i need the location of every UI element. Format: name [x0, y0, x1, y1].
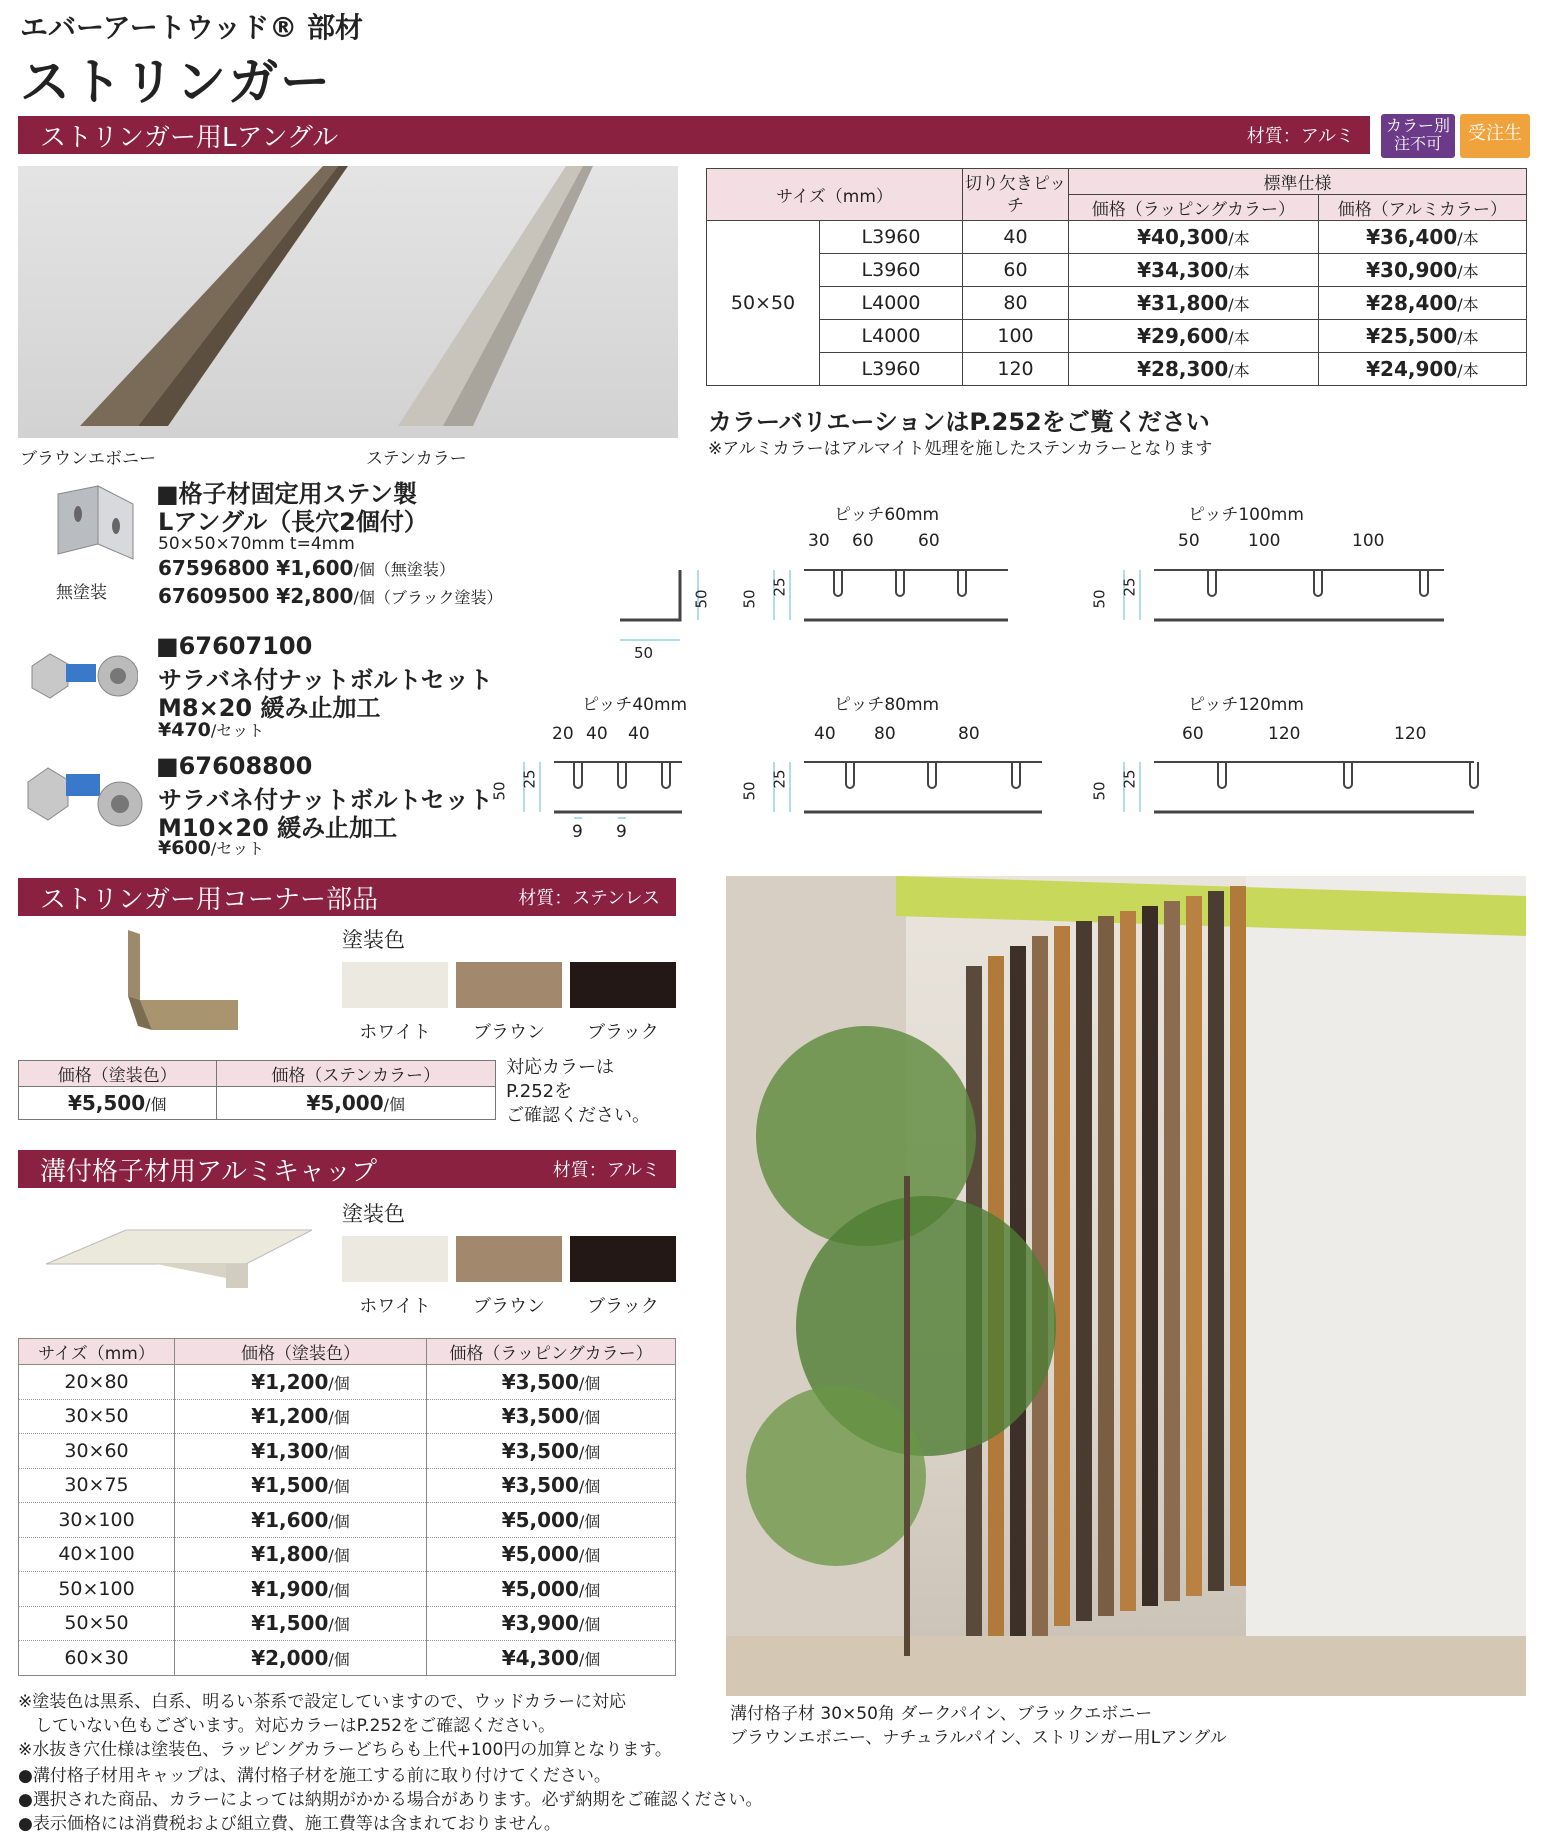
unit: /個 [578, 1649, 601, 1669]
price-wrap: ¥3,500 [501, 1369, 579, 1394]
th-paint: 価格（塗装色） [175, 1339, 427, 1365]
table-row [19, 1087, 496, 1120]
table-row [707, 320, 1527, 353]
price-wrap: ¥40,300 [1137, 225, 1229, 249]
pitch-cell: 60 [963, 254, 1069, 287]
price-wrap: ¥3,500 [501, 1473, 579, 1498]
price-alumi: ¥24,900 [1366, 357, 1458, 381]
corner-part-icon [118, 930, 248, 1040]
bracket-title-2: Lアングル（長穴2個付） [158, 508, 428, 536]
photo-caption [730, 1702, 1227, 1750]
unit: /個 [578, 1408, 601, 1428]
cap-notes [18, 1690, 672, 1762]
price-paint: ¥1,200 [251, 1404, 329, 1429]
bolt2-spec: M10×20 緩み止加工 [158, 814, 398, 842]
cap-swatch-black [570, 1236, 676, 1282]
corner-price-sten: ¥5,000 [306, 1091, 384, 1115]
price-wrap: ¥31,800 [1137, 291, 1229, 315]
unit: /個 [328, 1442, 350, 1462]
bracket-price-1: ¥1,600 [276, 556, 354, 580]
pitch-cell: 80 [963, 287, 1069, 320]
langle-price-table [706, 168, 1527, 386]
unit: /個 [578, 1511, 601, 1531]
size-cell: 30×50 [19, 1399, 175, 1434]
corner-swatch-label: ブラック [587, 1022, 659, 1043]
pitch60-diagram [760, 550, 1020, 630]
p60-d0: 30 [808, 531, 830, 551]
photo-caption-line: ブラウンエボニー、ナチュラルパイン、ストリンガー用Lアングル [730, 1728, 1227, 1748]
p40-slot-2: 9 [616, 822, 627, 842]
length-cell: L4000 [820, 287, 963, 320]
p80-d0: 40 [814, 724, 836, 744]
th-std: 標準仕様 [1069, 169, 1527, 195]
p40-slot-1: 9 [572, 822, 583, 842]
corner-note [506, 1056, 650, 1128]
unit: /個 [578, 1373, 601, 1393]
p80-h25: 25 [770, 769, 789, 789]
pitch40-diagram [510, 742, 690, 842]
p80-d1: 80 [874, 724, 896, 744]
table-row [707, 254, 1527, 287]
p40-h25: 25 [520, 769, 539, 789]
unit: /本 [1457, 229, 1479, 248]
bracket-line-2 [158, 584, 503, 608]
l-dim-width: 50 [634, 644, 654, 662]
cap-swatch-brown [456, 1236, 562, 1282]
p120-d2: 120 [1394, 724, 1427, 744]
p60-h25: 25 [770, 577, 789, 597]
unit: /個 [578, 1580, 601, 1600]
unit: /個 [578, 1546, 601, 1566]
l-section-diagram [610, 490, 730, 660]
unit: /本 [1228, 295, 1250, 314]
p40-d2: 40 [628, 724, 650, 744]
p120-d1: 120 [1268, 724, 1301, 744]
corner-swatch-label: ブラウン [473, 1022, 545, 1043]
unit: /個 [328, 1373, 350, 1393]
table-row [19, 1641, 676, 1676]
th-price-alumi: 価格（アルミカラー） [1318, 195, 1526, 221]
table-row [707, 287, 1527, 320]
th-pitch: 切り欠きピッチ [963, 169, 1069, 221]
bracket-title-1: ■格子材固定用ステン製 [156, 480, 417, 508]
size-cell: 50×100 [19, 1572, 175, 1607]
bolt2-price: ¥600 [158, 837, 211, 859]
unit: /個 [383, 1095, 406, 1114]
corner-note-line: 対応カラーは [506, 1057, 614, 1078]
installation-photo-art [726, 876, 1526, 1696]
cap-paint-label: 塗装色 [342, 1202, 405, 1226]
pitch-cell: 120 [963, 353, 1069, 386]
corner-material: 材質：ステンレス [518, 888, 660, 909]
p100-d1: 100 [1248, 531, 1281, 551]
table-row [19, 1399, 676, 1434]
p100-h25: 25 [1120, 577, 1139, 597]
bracket-unit-1: /個（無塗装） [353, 560, 455, 579]
price-alumi: ¥25,500 [1366, 324, 1458, 348]
length-cell: L4000 [820, 320, 963, 353]
unit: /個 [328, 1615, 350, 1635]
corner-title: ストリンガー用コーナー部品 [40, 884, 379, 915]
langle-material: 材質：アルミ [1246, 126, 1354, 147]
bolt2-name: サラバネ付ナットボルトセット [158, 786, 493, 814]
table-row [19, 1572, 676, 1607]
cap-note-line: していない色もございます。対応カラーはP.252をご確認ください。 [18, 1716, 556, 1736]
unit: /本 [1457, 328, 1479, 347]
table-row [19, 1503, 676, 1538]
bracket-icon [48, 484, 138, 564]
bolt1-spec: M8×20 緩み止加工 [158, 694, 381, 722]
langle-section-bar [18, 116, 1370, 154]
p80-d2: 80 [958, 724, 980, 744]
bolt-m8-icon [28, 646, 138, 706]
table-row [707, 221, 1527, 254]
pitch100-title: ピッチ100mm [1188, 505, 1304, 525]
size-cell: 60×30 [19, 1641, 175, 1676]
price-wrap: ¥5,000 [501, 1542, 579, 1567]
unit: /セット [210, 721, 265, 740]
unit: /個 [145, 1095, 167, 1114]
cap-icon [26, 1222, 316, 1302]
size-cell: 40×100 [19, 1537, 175, 1572]
corner-note-line: ご確認ください。 [506, 1105, 650, 1126]
corner-price-table [18, 1060, 496, 1120]
cap-note-line: ※水抜き穴仕様は塗装色、ラッピングカラーどちらも上代+100円の加算となります。 [18, 1740, 672, 1760]
photo-label-brown: ブラウンエボニー [20, 449, 156, 469]
unit: /個 [578, 1477, 601, 1497]
pitch80-diagram [760, 742, 1050, 822]
p120-h25: 25 [1120, 769, 1139, 789]
p100-h50: 50 [1090, 589, 1109, 609]
photo-label-sten: ステンカラー [366, 449, 467, 469]
price-wrap: ¥3,900 [501, 1611, 579, 1636]
badge-color-order: カラー別注不可 [1381, 114, 1455, 158]
bolt2-code: ■67608800 [156, 752, 313, 780]
pitch80-title: ピッチ80mm [834, 695, 940, 715]
price-paint: ¥2,000 [251, 1645, 329, 1670]
corner-price-paint: ¥5,500 [67, 1091, 146, 1115]
p60-d2: 60 [918, 531, 940, 551]
pitch-cell: 100 [963, 320, 1069, 353]
price-paint: ¥1,300 [251, 1438, 329, 1463]
length-cell: L3960 [820, 221, 963, 254]
table-row [19, 1606, 676, 1641]
unit: /個 [578, 1442, 601, 1462]
bracket-price-2: ¥2,800 [276, 584, 354, 608]
cap-swatch-label: ブラウン [473, 1296, 545, 1317]
corner-swatch-brown [456, 962, 562, 1008]
photo-caption-line: 溝付格子材 30×50角 ダークパイン、ブラックエボニー [730, 1704, 1153, 1724]
bracket-code-1: 67596800 [158, 556, 270, 580]
pitch120-title: ピッチ120mm [1188, 695, 1304, 715]
table-row [19, 1365, 676, 1400]
price-paint: ¥1,900 [251, 1576, 329, 1601]
unit: /個 [328, 1408, 350, 1428]
p120-d0: 60 [1182, 724, 1204, 744]
table-row [707, 353, 1527, 386]
l-dim-height: 50 [692, 589, 711, 609]
langle-photo [18, 166, 678, 438]
bolt1-price: ¥470 [158, 719, 211, 741]
langle-title: ストリンガー用Lアングル [40, 122, 339, 153]
series-name: エバーアートウッド® 部材 [20, 11, 363, 44]
bolt-m10-icon [24, 752, 144, 832]
unit: /本 [1228, 262, 1250, 281]
price-alumi: ¥28,400 [1366, 291, 1458, 315]
cap-swatch-label: ホワイト [359, 1296, 431, 1317]
price-paint: ¥1,200 [251, 1369, 329, 1394]
table-row [19, 1434, 676, 1469]
footer-note-line: ●溝付格子材用キャップは、溝付格子材を施工する前に取り付けてください。 [18, 1766, 611, 1786]
th-size: サイズ（mm） [19, 1339, 175, 1365]
length-cell: L3960 [820, 353, 963, 386]
bolt1-name: サラバネ付ナットボルトセット [158, 666, 493, 694]
price-wrap: ¥28,300 [1137, 357, 1229, 381]
price-wrap: ¥29,600 [1137, 324, 1229, 348]
p40-h50: 50 [490, 781, 509, 801]
pitch100-diagram [1112, 550, 1452, 630]
unit: /セット [210, 839, 265, 858]
badge-made-to-order: 受注生 [1460, 114, 1530, 158]
cap-note-line: ※塗装色は黒系、白系、明るい茶系で設定していますので、ウッドカラーに対応 [18, 1692, 627, 1712]
price-wrap: ¥5,000 [501, 1576, 579, 1601]
pitch40-title: ピッチ40mm [582, 695, 688, 715]
cap-price-table [18, 1338, 676, 1676]
unit: /本 [1457, 262, 1479, 281]
p60-d1: 60 [852, 531, 874, 551]
cap-swatch-label: ブラック [587, 1296, 659, 1317]
unit: /個 [328, 1477, 350, 1497]
footer-note-line: ●表示価格には消費税および組立費、施工費等は含まれておりません。 [18, 1814, 561, 1834]
th-price-wrap: 価格（ラッピングカラー） [1069, 195, 1319, 221]
langle-illustration [18, 166, 678, 438]
size-cell: 50×50 [707, 221, 820, 386]
price-wrap: ¥5,000 [501, 1507, 579, 1532]
cap-material: 材質：アルミ [552, 1160, 660, 1181]
price-paint: ¥1,600 [251, 1507, 329, 1532]
price-wrap: ¥34,300 [1137, 258, 1229, 282]
color-variation-text: カラーバリエーションはP.252をご覧ください [708, 408, 1210, 436]
page-title: ストリンガー [20, 53, 332, 111]
unit: /本 [1457, 295, 1479, 314]
p60-h50: 50 [740, 589, 759, 609]
size-cell: 30×75 [19, 1468, 175, 1503]
unit: /個 [328, 1546, 350, 1566]
corner-paint-label: 塗装色 [342, 928, 405, 952]
unit: /本 [1228, 229, 1250, 248]
size-cell: 50×50 [19, 1606, 175, 1641]
price-wrap: ¥4,300 [501, 1645, 579, 1670]
th-size: サイズ（mm） [707, 169, 963, 221]
p120-h50: 50 [1090, 781, 1109, 801]
pitch-cell: 40 [963, 221, 1069, 254]
p40-d1: 40 [586, 724, 608, 744]
size-cell: 20×80 [19, 1365, 175, 1400]
p100-d2: 100 [1352, 531, 1385, 551]
bolt1-code: ■67607100 [156, 632, 313, 660]
corner-swatch-label: ホワイト [359, 1022, 431, 1043]
corner-section-bar [18, 878, 676, 916]
bolt2-price-line [158, 836, 264, 859]
table-row [19, 1468, 676, 1503]
unit: /個 [578, 1615, 601, 1635]
table-row [19, 1537, 676, 1572]
price-paint: ¥1,500 [251, 1473, 329, 1498]
bracket-line-1 [158, 556, 455, 580]
cap-section-bar [18, 1150, 676, 1188]
th-paint: 価格（塗装色） [19, 1061, 217, 1087]
unit: /本 [1457, 361, 1479, 380]
unit: /個 [328, 1649, 350, 1669]
unit: /個 [328, 1580, 350, 1600]
bracket-unit-2: /個（ブラック塗装） [353, 588, 503, 607]
cap-swatch-white [342, 1236, 448, 1282]
unit: /本 [1228, 361, 1250, 380]
p40-d0: 20 [552, 724, 574, 744]
color-note: ※アルミカラーはアルマイト処理を施したステンカラーとなります [708, 439, 1213, 459]
pitch120-diagram [1112, 742, 1482, 822]
price-paint: ¥1,500 [251, 1611, 329, 1636]
price-alumi: ¥36,400 [1366, 225, 1458, 249]
bracket-finish-label: 無塗装 [56, 583, 107, 603]
bracket-code-2: 67609500 [158, 584, 270, 608]
length-cell: L3960 [820, 254, 963, 287]
price-paint: ¥1,800 [251, 1542, 329, 1567]
p100-d0: 50 [1178, 531, 1200, 551]
pitch60-title: ピッチ60mm [834, 505, 940, 525]
th-wrap: 価格（ラッピングカラー） [427, 1339, 676, 1365]
bracket-spec: 50×50×70mm t=4mm [158, 534, 355, 554]
price-wrap: ¥3,500 [501, 1404, 579, 1429]
size-cell: 30×60 [19, 1434, 175, 1469]
unit: /個 [328, 1511, 350, 1531]
installation-photo [726, 876, 1526, 1696]
th-sten: 価格（ステンカラー） [216, 1061, 496, 1087]
price-wrap: ¥3,500 [501, 1438, 579, 1463]
corner-note-line: P.252を [506, 1081, 573, 1102]
unit: /本 [1228, 328, 1250, 347]
footer-notes [18, 1764, 762, 1836]
bolt1-price-line [158, 718, 264, 741]
price-alumi: ¥30,900 [1366, 258, 1458, 282]
cap-title: 溝付格子材用アルミキャップ [40, 1156, 377, 1187]
corner-swatch-white [342, 962, 448, 1008]
p80-h50: 50 [740, 781, 759, 801]
corner-swatch-black [570, 962, 676, 1008]
size-cell: 30×100 [19, 1503, 175, 1538]
footer-note-line: ●選択された商品、カラーによっては納期がかかる場合があります。必ず納期をご確認ください。 [18, 1790, 763, 1810]
